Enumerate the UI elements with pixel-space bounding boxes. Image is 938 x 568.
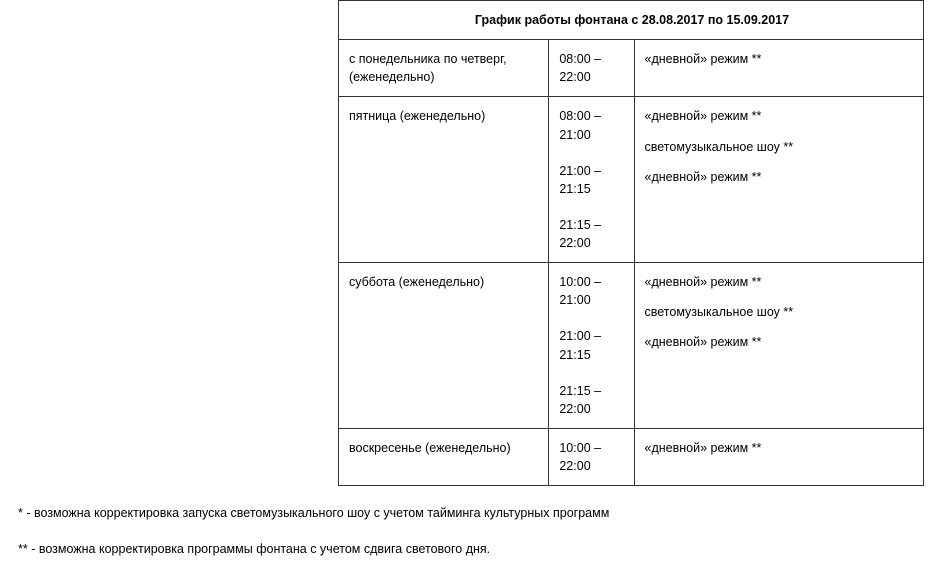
day-label: воскресенье (еженедельно)	[349, 440, 511, 455]
footnote-double-asterisk: ** - возможна корректировка программы фонтана с учетом сдвига светового дня.	[18, 541, 491, 556]
mode-entry: «дневной» режим **	[644, 275, 762, 290]
footnotes	[18, 505, 918, 558]
time-slot: 21:15 – 22:00	[559, 217, 602, 250]
mode-cell	[634, 428, 924, 485]
day-label: суббота (еженедельно)	[349, 275, 485, 290]
time-cell	[549, 263, 634, 429]
time-slot: 08:00 – 22:00	[559, 52, 602, 85]
time-slot: 21:00 – 21:15	[559, 163, 602, 196]
day-cell	[339, 428, 549, 485]
time-slot: 10:00 – 22:00	[559, 440, 602, 473]
table-row	[339, 97, 924, 263]
time-cell	[549, 40, 634, 97]
mode-entry: «дневной» режим **	[644, 109, 762, 124]
mode-entry: «дневной» режим **	[644, 440, 762, 455]
day-cell	[339, 97, 549, 263]
day-label: пятница (еженедельно)	[349, 109, 486, 124]
mode-entry: «дневной» режим **	[644, 169, 762, 184]
mode-entry: «дневной» режим **	[644, 52, 762, 67]
footnote-single-asterisk: * - возможна корректировка запуска светомузыкального шоу с учетом тайминга культурных программ	[18, 506, 610, 520]
day-cell	[339, 263, 549, 429]
mode-entry: «дневной» режим **	[644, 335, 762, 350]
day-cell	[339, 40, 549, 97]
day-label: с понедельника по четверг, (еженедельно)	[349, 52, 507, 85]
table-row	[339, 263, 924, 429]
mode-cell	[634, 40, 924, 97]
time-cell	[549, 428, 634, 485]
time-slot: 21:15 – 22:00	[559, 383, 602, 416]
mode-cell	[634, 97, 924, 263]
mode-entry: светомузыкальное шоу **	[644, 305, 794, 320]
table-row	[339, 40, 924, 97]
table-title-row	[339, 1, 924, 40]
time-slot: 08:00 – 21:00	[559, 109, 602, 142]
schedule-title: График работы фонтана с 28.08.2017 по 15.09.2017	[339, 1, 924, 40]
mode-cell	[634, 263, 924, 429]
mode-entry: светомузыкальное шоу **	[644, 139, 794, 154]
time-slot: 10:00 – 21:00	[559, 275, 602, 308]
fountain-schedule-table	[338, 0, 924, 486]
time-cell	[549, 97, 634, 263]
table-row	[339, 428, 924, 485]
fountain-schedule-container	[338, 0, 924, 486]
time-slot: 21:00 – 21:15	[559, 329, 602, 362]
